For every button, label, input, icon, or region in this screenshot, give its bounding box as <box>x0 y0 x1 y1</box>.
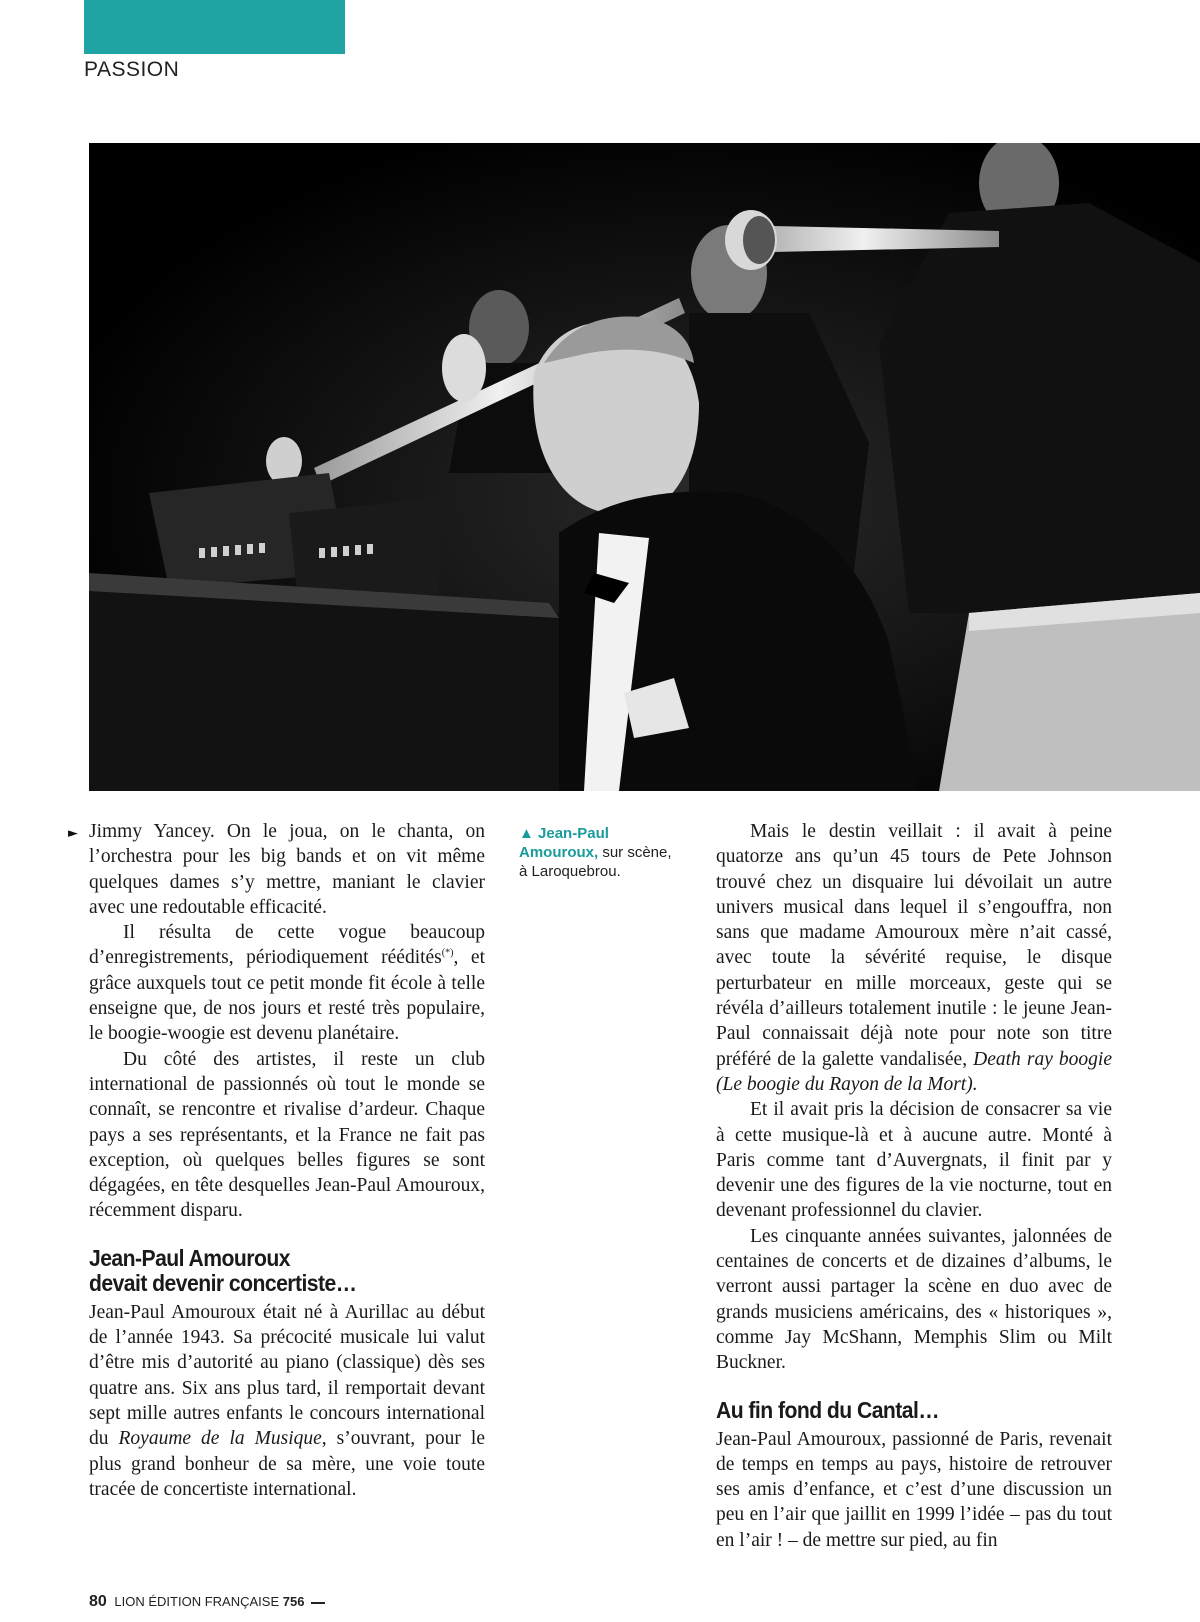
paragraph: Et il avait pris la décision de consacrer sa vie à cette musique-là et à aucune autre. Monté à Paris comme tant d’Auvergnats, il finit par y devenir une des figures de la vie nocturne, tout en devenant professionnel du clavier. <box>716 1099 1112 1222</box>
paragraph: Mais le destin veillait : il avait à peine quatorze ans qu’un 45 tours de Pete Johnson trouvé chez un disquaire lui dévoilait un autre univers musical dans lequel il s’engouffra, non sans que madame Amouroux mère n’ait cassé, avec toute la sévérité requise, le disque perturbateur en mille morceaux, geste qui se révéla d’ailleurs totalement inutile : le jeune Jean-Paul connaissait déjà note pour note son titre préféré de la galette vandalisée, Death ray boogie (Le boogie du Rayon de la Mort). <box>716 821 1112 1095</box>
footer-rule <box>311 1602 325 1604</box>
photo-illustration <box>89 143 1200 791</box>
caption-arrow-icon: ▲ <box>519 825 534 842</box>
caption-text: sur scène, à Laroquebrou. <box>519 844 672 880</box>
page-footer <box>89 1593 325 1611</box>
paragraph: Jean-Paul Amouroux était né à Aurillac au début de l’année 1943. Sa précocité musicale lui valut d’être mis d’autorité au piano (classique) dès ses quatre ans. Six ans plus tard, il remportait devant sept mille autres enfants le concours international du Royaume de la Musique, s’ouvrant, pour le plus grand bonheur de sa mère, une voie toute tracée de concertiste international. <box>89 1301 485 1500</box>
paragraph: Jean-Paul Amouroux, passionné de Paris, revenait de temps en temps au pays, histoire de retrouver ses amis d’enfance, et c’est d’une discussion un peu en l’air que jaillit en 1999 l’idée – pas du tout en l’air ! – de mettre sur pied, au fin <box>716 1428 1112 1551</box>
page-number: 80 <box>89 1593 107 1610</box>
right-column <box>716 819 1112 1553</box>
subheading: Jean-Paul Amouroux devait devenir concertiste… <box>89 1244 357 1296</box>
concert-photo <box>89 143 1200 791</box>
footnote-marker: (*) <box>441 947 454 959</box>
left-column <box>89 819 485 1502</box>
section-color-bar <box>84 0 345 54</box>
paragraph: Jimmy Yancey. On le joua, on le chanta, on l’orchestra pour les big bands et on vit même quelques dames s’y mettre, maniant le clavier avec une redoutable efficacité. <box>89 821 485 918</box>
issue-number: 756 <box>282 1594 305 1609</box>
caption-name: Jean-Paul Amouroux, <box>519 825 609 861</box>
paragraph: Les cinquante années suivantes, jalonnées de centaines de concerts et de dizaines d’albums, le verront aussi partager la scène en duo avec de grands musiciens américains, des « historiques », comme Jay McShann, Memphis Slim ou Milt Buckner. <box>716 1225 1112 1374</box>
section-label: PASSION <box>84 58 180 81</box>
continuation-arrow-icon: ► <box>68 826 78 841</box>
paragraph: Du côté des artistes, il reste un club international de passionnés où tout le monde se connaît, se rencontre et rivalise d’ardeur. Chaque pays a ses représentants, et la France ne fait pas exception, où quelques belles figures se sont dégagées, en tête desquelles Jean-Paul Amouroux, récemment disparu. <box>89 1048 485 1222</box>
photo-caption <box>519 824 679 881</box>
subheading: Au fin fond du Cantal… <box>716 1396 939 1423</box>
publication-name: LION ÉDITION FRANÇAISE <box>114 1594 280 1609</box>
paragraph: Il résulta de cette vogue beaucoup d’enregistrements, périodiquement réédités(*), et grâce auxquels tout ce petit monde fit école à telle enseigne que, de nos jours et resté très populaire, le boogie-woogie est devenu planétaire. <box>89 922 485 1045</box>
